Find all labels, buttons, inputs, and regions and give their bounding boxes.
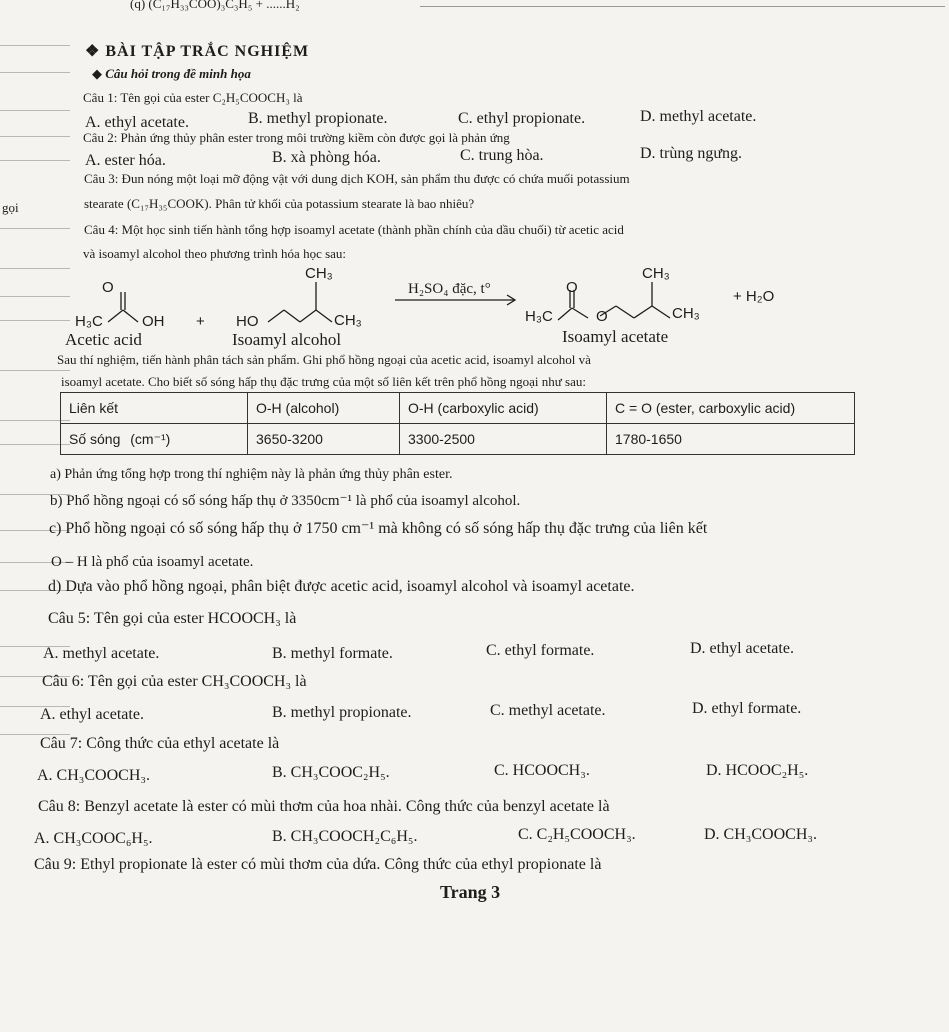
header-co: C = O (ester, carboxylic acid) [607,393,855,424]
q8-option-d[interactable]: D. CH₃COOCH₃. [704,826,817,843]
q2-option-d[interactable]: D. trùng ngưng. [640,145,742,162]
reaction-conditions: H₂SO₄ đặc, t° [408,281,491,297]
q8-option-c[interactable]: C. C₂H₅COOCH₃. [518,826,636,843]
isoamyl-ch3-top: CH₃ [305,265,333,282]
section-title: ❖ BÀI TẬP TRẮC NGHIỆM [85,43,310,60]
plus-sign-1: + [196,313,205,330]
acetic-acid-o: O [102,279,114,296]
acetic-acid-oh: OH [142,313,165,330]
acetic-acid-h3c: H₃C [75,313,103,330]
q1-option-b[interactable]: B. methyl propionate. [248,110,388,127]
ester-o: O [566,279,578,296]
statement-d: d) Dựa vào phổ hồng ngoại, phân biệt được acetic acid, isoamyl alcohol và isoamyl acetate. [48,578,635,595]
ester-h3c: H₃C [525,308,553,325]
ester-ch3-end: CH₃ [672,305,700,322]
q5-option-a[interactable]: A. methyl acetate. [43,645,160,662]
top-rule [420,6,945,7]
ester-ch3-top: CH₃ [642,265,670,282]
para-1: Sau thí nghiệm, tiến hành phân tách sản phẩm. Ghi phổ hồng ngoại của acetic acid, isoamyl alcohol và [57,352,591,367]
isoamyl-ho: HO [236,313,259,330]
q1-text: Câu 1: Tên gọi của ester C₂H₅COOCH₃ là [83,90,303,105]
q8-option-a[interactable]: A. CH₃COOC₆H₅. [34,830,153,847]
value-oh-alcohol: 3650-3200 [248,424,400,455]
value-oh-acid: 3300-2500 [400,424,607,455]
q4-text-1: Câu 4: Một học sinh tiến hành tổng hợp isoamyl acetate (thành phần chính của dầu chuối) từ acetic acid [84,222,624,237]
margin-note: gọi [2,200,19,215]
q1-option-a[interactable]: A. ethyl acetate. [85,114,189,131]
q9-text: Câu 9: Ethyl propionate là ester có mùi thơm của dứa. Công thức của ethyl propionate là [34,856,602,873]
q6-option-b[interactable]: B. methyl propionate. [272,704,412,721]
q5-option-b[interactable]: B. methyl formate. [272,645,393,662]
q6-text: Câu 6: Tên gọi của ester CH₃COOCH₃ là [42,673,307,690]
q7-option-b[interactable]: B. CH₃COOC₂H₅. [272,764,390,781]
reaction-scheme [60,262,820,352]
q4-text-2: và isoamyl alcohol theo phương trình hóa học sau: [83,246,347,261]
subsection-title: ◆ Câu hỏi trong đề minh họa [92,66,251,81]
q1-option-c[interactable]: C. ethyl propionate. [458,110,586,127]
q7-text: Câu 7: Công thức của ethyl acetate là [40,735,280,752]
header-oh-acid: O-H (carboxylic acid) [400,393,607,424]
statement-b: b) Phổ hồng ngoại có số sóng hấp thụ ở 3350cm⁻¹ là phổ của isoamyl alcohol. [50,493,521,509]
q1-option-d[interactable]: D. methyl acetate. [640,108,757,125]
page-number: Trang 3 [440,882,501,902]
para-2: isoamyl acetate. Cho biết số sóng hấp thụ đặc trưng của một số liên kết trên phổ hồng ngoại như sau: [61,374,586,389]
q7-option-c[interactable]: C. HCOOCH₃. [494,762,590,779]
q5-option-d[interactable]: D. ethyl acetate. [690,640,794,657]
statement-a: a) Phản ứng tổng hợp trong thí nghiệm này là phản ứng thủy phân ester. [50,467,453,482]
label-isoamyl-acetate: Isoamyl acetate [562,327,669,346]
q2-text: Câu 2: Phản ứng thủy phân ester trong môi trường kiềm còn được gọi là phản ứng [83,130,510,145]
ir-table [60,392,855,455]
isoamyl-ch3-end: CH₃ [334,312,362,329]
header-wavenumber: Số sóng (cm⁻¹) [61,424,248,455]
q3-text-2: stearate (C₁₇H₃₅COOK). Phân tử khối của potassium stearate là bao nhiêu? [84,196,475,211]
q6-option-c[interactable]: C. methyl acetate. [490,702,606,719]
q6-option-d[interactable]: D. ethyl formate. [692,700,802,717]
value-co: 1780-1650 [607,424,855,455]
q5-text: Câu 5: Tên gọi của ester HCOOCH₃ là [48,610,297,627]
label-acetic-acid: Acetic acid [65,330,142,349]
label-isoamyl-alcohol: Isoamyl alcohol [232,330,342,349]
header-oh-alcohol: O-H (alcohol) [248,393,400,424]
q6-option-a[interactable]: A. ethyl acetate. [40,706,144,723]
statement-c-2: O – H là phổ của isoamyl acetate. [51,554,254,570]
q7-option-d[interactable]: D. HCOOC₂H₅. [706,762,809,779]
ester-o-link: O [596,308,608,325]
top-line: (q) (C₁₇H₃₃COO)₃C₃H₅ + ......H₂ [130,0,300,11]
q8-option-b[interactable]: B. CH₃COOCH₂C₆H₅. [272,828,418,845]
statement-c-1: c) Phổ hồng ngoại có số sóng hấp thụ ở 1750 cm⁻¹ mà không có số sóng hấp thụ đặc trưng của liên kết [49,520,708,537]
q7-option-a[interactable]: A. CH₃COOCH₃. [37,767,150,784]
q2-option-c[interactable]: C. trung hòa. [460,147,544,164]
q2-option-a[interactable]: A. ester hóa. [85,152,166,169]
plus-water: + H₂O [733,288,775,305]
q2-option-b[interactable]: B. xà phòng hóa. [272,149,381,166]
header-bond: Liên kết [61,393,248,424]
q5-option-c[interactable]: C. ethyl formate. [486,642,595,659]
q3-text-1: Câu 3: Đun nóng một loại mỡ động vật với dung dịch KOH, sản phẩm thu được có chứa muối potassium [84,171,630,186]
q8-text: Câu 8: Benzyl acetate là ester có mùi thơm của hoa nhài. Công thức của benzyl acetate là [38,798,610,815]
